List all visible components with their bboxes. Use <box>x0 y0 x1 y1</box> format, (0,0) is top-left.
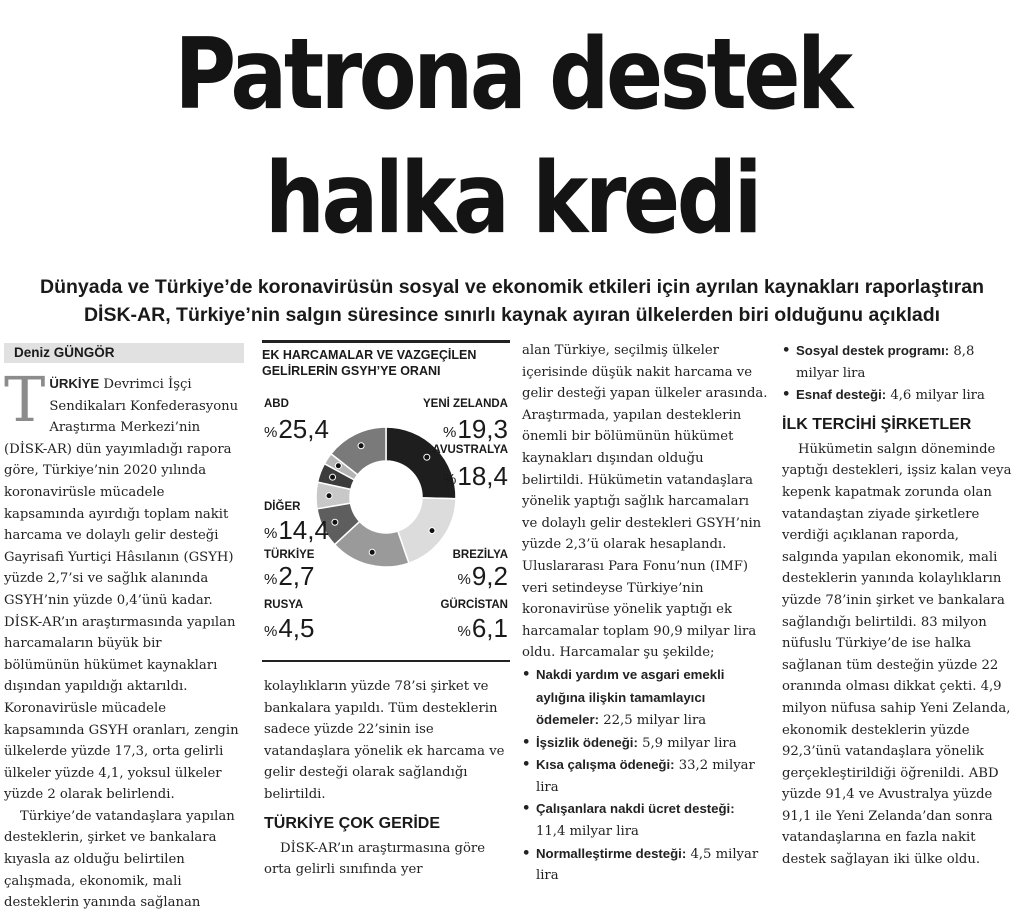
list-item: • Sosyal destek programı: 8,8 milyar lira <box>782 340 1018 384</box>
article-column-3 <box>522 340 768 887</box>
chart-value-diger: %14,4 <box>264 515 329 545</box>
chart-label-turkiye: TÜRKİYE <box>264 549 315 561</box>
list-item: • Kısa çalışma ödeneği: 33,2 milyar lira <box>522 754 768 798</box>
article-column-4 <box>782 340 1018 871</box>
chart-label-brezilya: BREZİLYA <box>452 549 508 561</box>
chart-value-abd: %25,4 <box>264 414 329 444</box>
chart-label-diger: DİĞER <box>264 501 301 513</box>
article-paragraph: Hükümetin salgın döneminde yaptığı destekleri, işsiz kalan veya kepenk kapatmak zorunda olan vatandaştan ziyade şirketlere verdiği açıklanan raporda, salgında yapılan ekonomik, mali desteklerin yanında kolaylıkların yüzde 78’inin şirket ve bankalara sağlandığı belirtildi. 83 milyon nüfuslu Türkiye’de ise halka sağlanan tüm desteğin yüzde 22 oranında olması dikkat çekti. 4,9 milyon nüfusa sahip Yeni Zelanda, ekonomik desteklerin yüzde 92,3’ünü vatandaşlara yönelik gerçekleştirildiği öğrenildi. ABD yüzde 91,4 ve Avustralya yüzde 91,1 ile Yeni Zelanda’dan sonra vatandaşlarına en fazla nakit destek sağlayan iki ülke oldu. <box>782 441 1012 868</box>
article-paragraph-2: Türkiye’de vatandaşlara yapılan desteklerin, şirket ve bankalara kıyasla az olduğu belirtilen çalışmada, ekonomik, mali desteklerin yanında sağlanan <box>4 808 235 911</box>
list-item: • Nakdi yardım ve asgari emekli aylığına ilişkin tamamlayıcı ödemeler: 22,5 milyar lira <box>522 664 768 732</box>
lead-word: ÜRKİYE <box>49 376 100 391</box>
deck-line-1: Dünyada ve Türkiye’de koronavirüsün sosyal ve ekonomik etkileri için ayrılan kaynakları raporlaştıran <box>40 276 984 298</box>
byline: Deniz GÜNGÖR <box>4 343 244 363</box>
list-item: • İşsizlik ödeneği: 5,9 milyar lira <box>522 732 768 755</box>
chart-value-yeni-zelanda: %19,3 <box>443 414 508 444</box>
donut-marker-brezi̇lya <box>332 519 338 525</box>
deck-line-2: DİSK-AR, Türkiye’nin salgın süresince sınırlı kaynak ayıran ülkelerden biri olduğunu açıkladı <box>83 304 941 326</box>
donut-marker-türki̇ye <box>335 463 341 469</box>
chart-value-turkiye: %2,7 <box>264 561 315 591</box>
chart-value-brezilya: %9,2 <box>457 561 508 591</box>
headline-line-2: halka kredi <box>264 142 760 256</box>
article-paragraph: alan Türkiye, seçilmiş ülkeler içerisinde düşük nakit harcama ve gelir desteği yapan ülkeler arasında. Araştırmada, yapılan desteklerin önemli bir bölümünün hükümet kaynakları dışından olduğu belirtildi. Hükümetin vatandaşlara yönelik yaptığı sağlık harcamaları ve dolaylı gelir destekleri GSYH’nin yüzde 2,3’ü olarak hesaplandı. Uluslararası Para Fonu’nun (IMF) veri setindeyse Türkiye’nin koronavirüse yönelik yaptığı ek harcamalar toplam 90,9 milyar lira oldu. Harcamalar şu şekilde; <box>522 343 768 661</box>
article-column-1 <box>4 363 240 914</box>
chart-title-rule <box>262 340 510 343</box>
donut-marker-yeni̇-zelanda <box>429 528 435 534</box>
donut-marker-gürci̇stan <box>326 493 332 499</box>
donut-marker-rusya <box>330 474 336 480</box>
donut-marker-abd <box>424 454 430 460</box>
paragraph-text: Devrimci İşçi Sendikaları Konfederasyonu Araştırma Merkezi’nin (DİSK-AR) dün yayımladığı rapora göre, Türkiye’nin 2020 yılında koronavirüsle mücadele kapsamında ayırdığı toplam nakit harcama ve dolaylı gelir desteği Gayrisafi Yurtiçi Hâsılanın (GSYH) yüzde 2,7’si ve sağlık alanında GSYH’nin yüzde 0,4’ünü kadar. DİSK-AR’ın araştırmasında yapılan harcamaların büyük bir bölümünün hükümet kaynakları dışından yapıldığı aktarıldı. Koronavirüsle mücadele kapsamında GSYH oranları, zengin ülkelerde yüzde 17,3, orta gelirli ülkeler yüzde 4,1, yoksul ülkeler yüzde 2 olarak belirlendi. <box>4 377 239 803</box>
chart-value-rusya: %4,5 <box>264 613 315 643</box>
subheading: TÜRKİYE ÇOK GERİDE <box>264 814 441 832</box>
donut-marker-di̇ğer <box>358 443 364 449</box>
headline-line-1: Patrona destek <box>174 18 850 132</box>
chart-label-avustralya: AVUSTRALYA <box>432 444 508 456</box>
article-paragraph: kolaylıkların yüzde 78’si şirket ve bankalara yapıldı. Tüm desteklerin sadece yüzde 22’sinin ise vatandaşlara yönelik ek harcama ve gelir desteği olarak sağlandığı belirtildi. <box>264 679 505 802</box>
article-paragraph-1 <box>4 363 240 806</box>
donut-marker-avustralya <box>369 549 375 555</box>
list-item: • Normalleştirme desteği: 4,5 milyar lira <box>522 843 768 887</box>
article-paragraph: DİSK-AR’ın araştırmasına göre orta gelirli sınıfında yer <box>264 840 485 878</box>
donut-chart <box>262 340 510 662</box>
chart-label-gurcistan: GÜRCİSTAN <box>440 599 508 611</box>
donut-slice-yeni̇-zelanda <box>398 498 456 563</box>
spending-list-continued <box>782 340 1018 407</box>
list-item: • Çalışanlara nakdi ücret desteği: 11,4 milyar lira <box>522 798 768 842</box>
list-item: • Esnaf desteği: 4,6 milyar lira <box>782 384 1018 407</box>
spending-list <box>522 664 768 887</box>
chart-label-abd: ABD <box>264 398 289 410</box>
chart-title: EK HARCAMALAR VE VAZGEÇİLEN GELİRLERİN GSYH’YE ORANI <box>262 348 477 378</box>
chart-value-gurcistan: %6,1 <box>457 613 508 643</box>
chart-value-avustralya: %18,4 <box>443 461 508 491</box>
subheading: İLK TERCİHİ ŞİRKETLER <box>782 415 972 433</box>
article-column-2 <box>264 676 508 881</box>
chart-label-rusya: RUSYA <box>264 599 304 611</box>
drop-cap: T <box>4 363 46 436</box>
chart-label-yeni-zelanda: YENİ ZELANDA <box>423 398 508 410</box>
